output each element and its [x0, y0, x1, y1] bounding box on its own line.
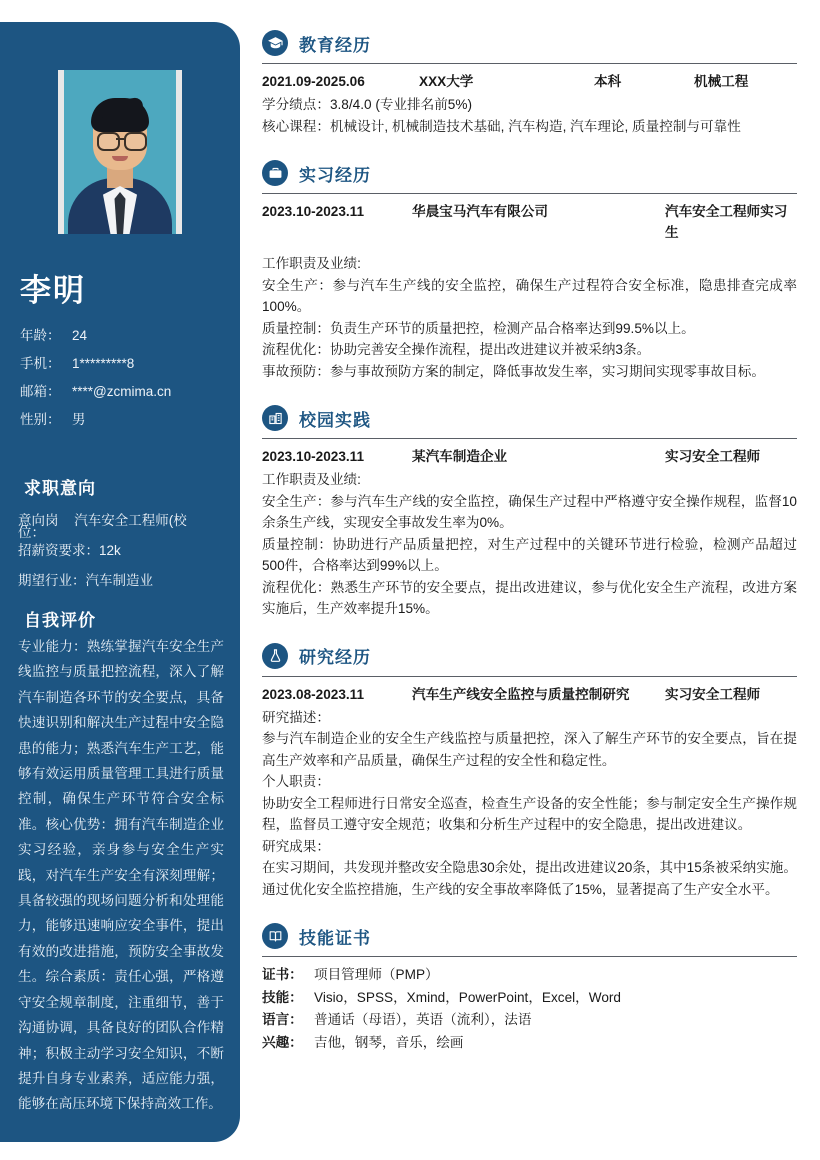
intent-industry-row [18, 566, 153, 596]
intent-industry-label: 期望行业： [18, 573, 86, 588]
campus-row [262, 446, 797, 467]
education-major: 机械工程 [694, 74, 749, 89]
job-intent-heading: 求职意向 [24, 479, 96, 498]
contact-row-age [20, 322, 226, 350]
campus-title: 校园实践 [299, 410, 371, 430]
research-desc-text: 参与汽车制造企业的安全生产线监控与质量把控，深入了解生产环节的安全要点，旨在提高生产效率和产品质量，确保生产过程的安全性和稳定性。 [262, 731, 797, 768]
self-evaluation-heading: 自我评价 [24, 611, 96, 630]
research-duty-text: 协助安全工程师进行日常安全巡查，检查生产设备的安全性能；参与制定安全生产操作规程，监督员工遵守安全规范；收集和分析生产过程中的安全隐患，提出改进建议。 [262, 795, 797, 832]
sidebar [0, 22, 240, 1142]
internship-bullet-4: 事故预防：参与事故预防方案的制定，降低事故发生率，实习期间实现零事故目标。 [262, 363, 765, 379]
campus-subtitle: 工作职责及业绩: [262, 472, 361, 487]
research-desc-label: 研究描述： [262, 709, 330, 725]
internship-subtitle: 工作职责及业绩: [262, 256, 361, 271]
internship-bullet-2: 质量控制：负责生产环节的质量把控，检测产品合格率达到99.5%以上。 [262, 320, 695, 336]
campus-header [262, 405, 797, 438]
internship-role: 汽车安全工程师实习生 [665, 204, 788, 240]
interest-label: 兴趣： [262, 1034, 303, 1050]
education-header [262, 30, 797, 63]
education-date: 2021.09-2025.06 [262, 74, 365, 89]
research-result-text: 在实习期间，共发现并整改安全隐患30余处，提出改进建议20条，其中15条被采纳实施。通过优化安全监控措施，生产线的安全事故率降低了15%，显著提高了生产安全水平。 [262, 860, 797, 897]
contact-row-gender [20, 406, 226, 434]
campus-date: 2023.10-2023.11 [262, 449, 365, 464]
internship-header [262, 160, 797, 193]
gender-value: 男 [72, 412, 86, 427]
contact-row-email [20, 378, 226, 406]
skills-header [262, 923, 797, 956]
phone-label: 手机： [20, 356, 61, 371]
interest-value: 吉他，钢琴，音乐，绘画 [314, 1034, 464, 1050]
self-evaluation-text: 专业能力：熟练掌握汽车安全生产线监控与质量把控流程，深入了解汽车制造各环节的安全要点，具备快速识别和解决生产过程中安全隐患的能力；熟悉汽车生产工艺，能够有效运用质量管理工具进行质量控制，确保生产环节符合安全标准。核心优势：拥有汽车制造企业实习经验，亲身参与安全生产实践，对汽车生产安全有深刻理解；具备较强的现场问题分析和处理能力，能够迅速响应安全事件，提出有效的改进措施，预防安全事故发生。综合素质：责任心强，严格遵守安全规章制度，注重细节，善于沟通协调，具备良好的团队合作精神；积极主动学习安全知识，不断提升自身专业素养，适应能力强，能够在高压环境下保持高效工作。 [18, 639, 224, 1112]
graduation-cap-icon [262, 30, 288, 56]
research-divider [262, 676, 797, 677]
intent-salary-label: 薪资要求： [31, 543, 99, 558]
skills-label: 技能： [262, 989, 303, 1005]
intent-salary-row [18, 536, 121, 566]
briefcase-icon [262, 160, 288, 186]
email-value: ****@zcmima.cn [72, 384, 172, 399]
photo-frame [58, 70, 182, 234]
internship-company: 华晨宝马汽车有限公司 [412, 204, 548, 219]
skills-row-interest [262, 1032, 797, 1055]
internship-title: 实习经历 [299, 165, 371, 185]
education-gpa-line [262, 94, 797, 116]
language-label: 语言： [262, 1012, 303, 1027]
skills-row-certificate [262, 964, 797, 987]
education-divider [262, 63, 797, 64]
main-content [262, 30, 797, 1056]
education-courses-label: 核心课程： [262, 118, 330, 134]
gender-label: 性别： [20, 412, 61, 427]
skills-title: 技能证书 [299, 928, 371, 948]
internship-bullet-1: 安全生产：参与汽车生产线的安全监控，确保生产过程符合安全标准，隐患排查完成率100%。 [262, 277, 797, 314]
section-education [262, 30, 797, 137]
age-value: 24 [72, 328, 88, 343]
skills-value: Visio，SPSS，Xmind，PowerPoint，Excel，Word [314, 989, 621, 1005]
education-title: 教育经历 [299, 35, 371, 55]
intent-salary-overlap: 招 [18, 543, 32, 558]
intent-salary-value: 12k [99, 543, 121, 558]
section-internship [262, 160, 797, 382]
research-header [262, 643, 797, 676]
email-label: 邮箱： [20, 384, 61, 399]
contact-info-list [20, 322, 226, 434]
internship-bullet-3: 流程优化：协助完善安全操作流程，提出改进建议并被采纳3条。 [262, 342, 651, 357]
education-courses-line [262, 116, 797, 138]
research-duty-label: 个人职责： [262, 774, 330, 789]
research-result-label: 研究成果： [262, 838, 330, 854]
research-project: 汽车生产线安全监控与质量控制研究 [412, 686, 630, 702]
education-school: XXX大学 [419, 74, 474, 89]
education-courses-value: 机械设计, 机械制造技术基础, 汽车构造, 汽车理论, 质量控制与可靠性 [329, 118, 741, 134]
research-date: 2023.08-2023.11 [262, 686, 365, 702]
education-row [262, 71, 797, 92]
research-title: 研究经历 [299, 648, 371, 667]
skills-row-skills [262, 987, 797, 1010]
campus-building-icon [262, 405, 288, 431]
intent-position-value: 汽车安全工程师(校 [74, 513, 187, 528]
campus-role: 实习安全工程师 [665, 449, 761, 464]
job-intent-block [18, 506, 230, 596]
research-role: 实习安全工程师 [665, 686, 761, 702]
certificate-label: 证书： [262, 967, 303, 982]
skills-divider [262, 956, 797, 957]
campus-bullet-1: 安全生产：参与汽车生产线的安全监控，确保生产过程中严格遵守安全操作规程，监督10余条生产线，实现安全事故发生率为0%。 [262, 493, 797, 530]
certificate-value: 项目管理师（PMP） [314, 967, 439, 982]
campus-divider [262, 438, 797, 439]
age-label: 年龄： [20, 328, 61, 343]
candidate-name: 李明 [20, 273, 86, 308]
internship-row [262, 201, 797, 243]
phone-value: 1*********8 [72, 356, 135, 371]
campus-company: 某汽车制造企业 [412, 449, 508, 464]
book-icon [262, 923, 288, 949]
language-value: 普通话（母语），英语（流利），法语 [314, 1012, 532, 1027]
education-degree: 本科 [594, 74, 622, 89]
section-campus-practice [262, 405, 797, 620]
internship-date: 2023.10-2023.11 [262, 204, 365, 219]
campus-bullet-2: 质量控制：协助进行产品质量把控，对生产过程中的关键环节进行检验，检测产品超过500件，合格率达到99%以上。 [262, 536, 797, 573]
skills-row-language [262, 1009, 797, 1032]
portrait-photo [64, 70, 176, 234]
section-research [262, 643, 797, 901]
intent-industry-value: 汽车制造业 [85, 573, 153, 588]
education-gpa-label: 学分绩点： [262, 97, 330, 112]
campus-bullet-3: 流程优化：熟悉生产环节的安全要点，提出改进建议，参与优化安全生产流程，改进方案实施后，生产效率提升15%。 [262, 579, 797, 616]
education-gpa-value: 3.8/4.0 (专业排名前5%) [329, 97, 472, 112]
contact-row-phone [20, 350, 226, 378]
research-row [262, 684, 797, 705]
internship-divider [262, 193, 797, 194]
intent-position-overflow: 位： [18, 525, 45, 540]
section-skills [262, 923, 797, 1054]
intent-position-label: 意向岗 [18, 513, 59, 528]
flask-icon [262, 643, 288, 669]
